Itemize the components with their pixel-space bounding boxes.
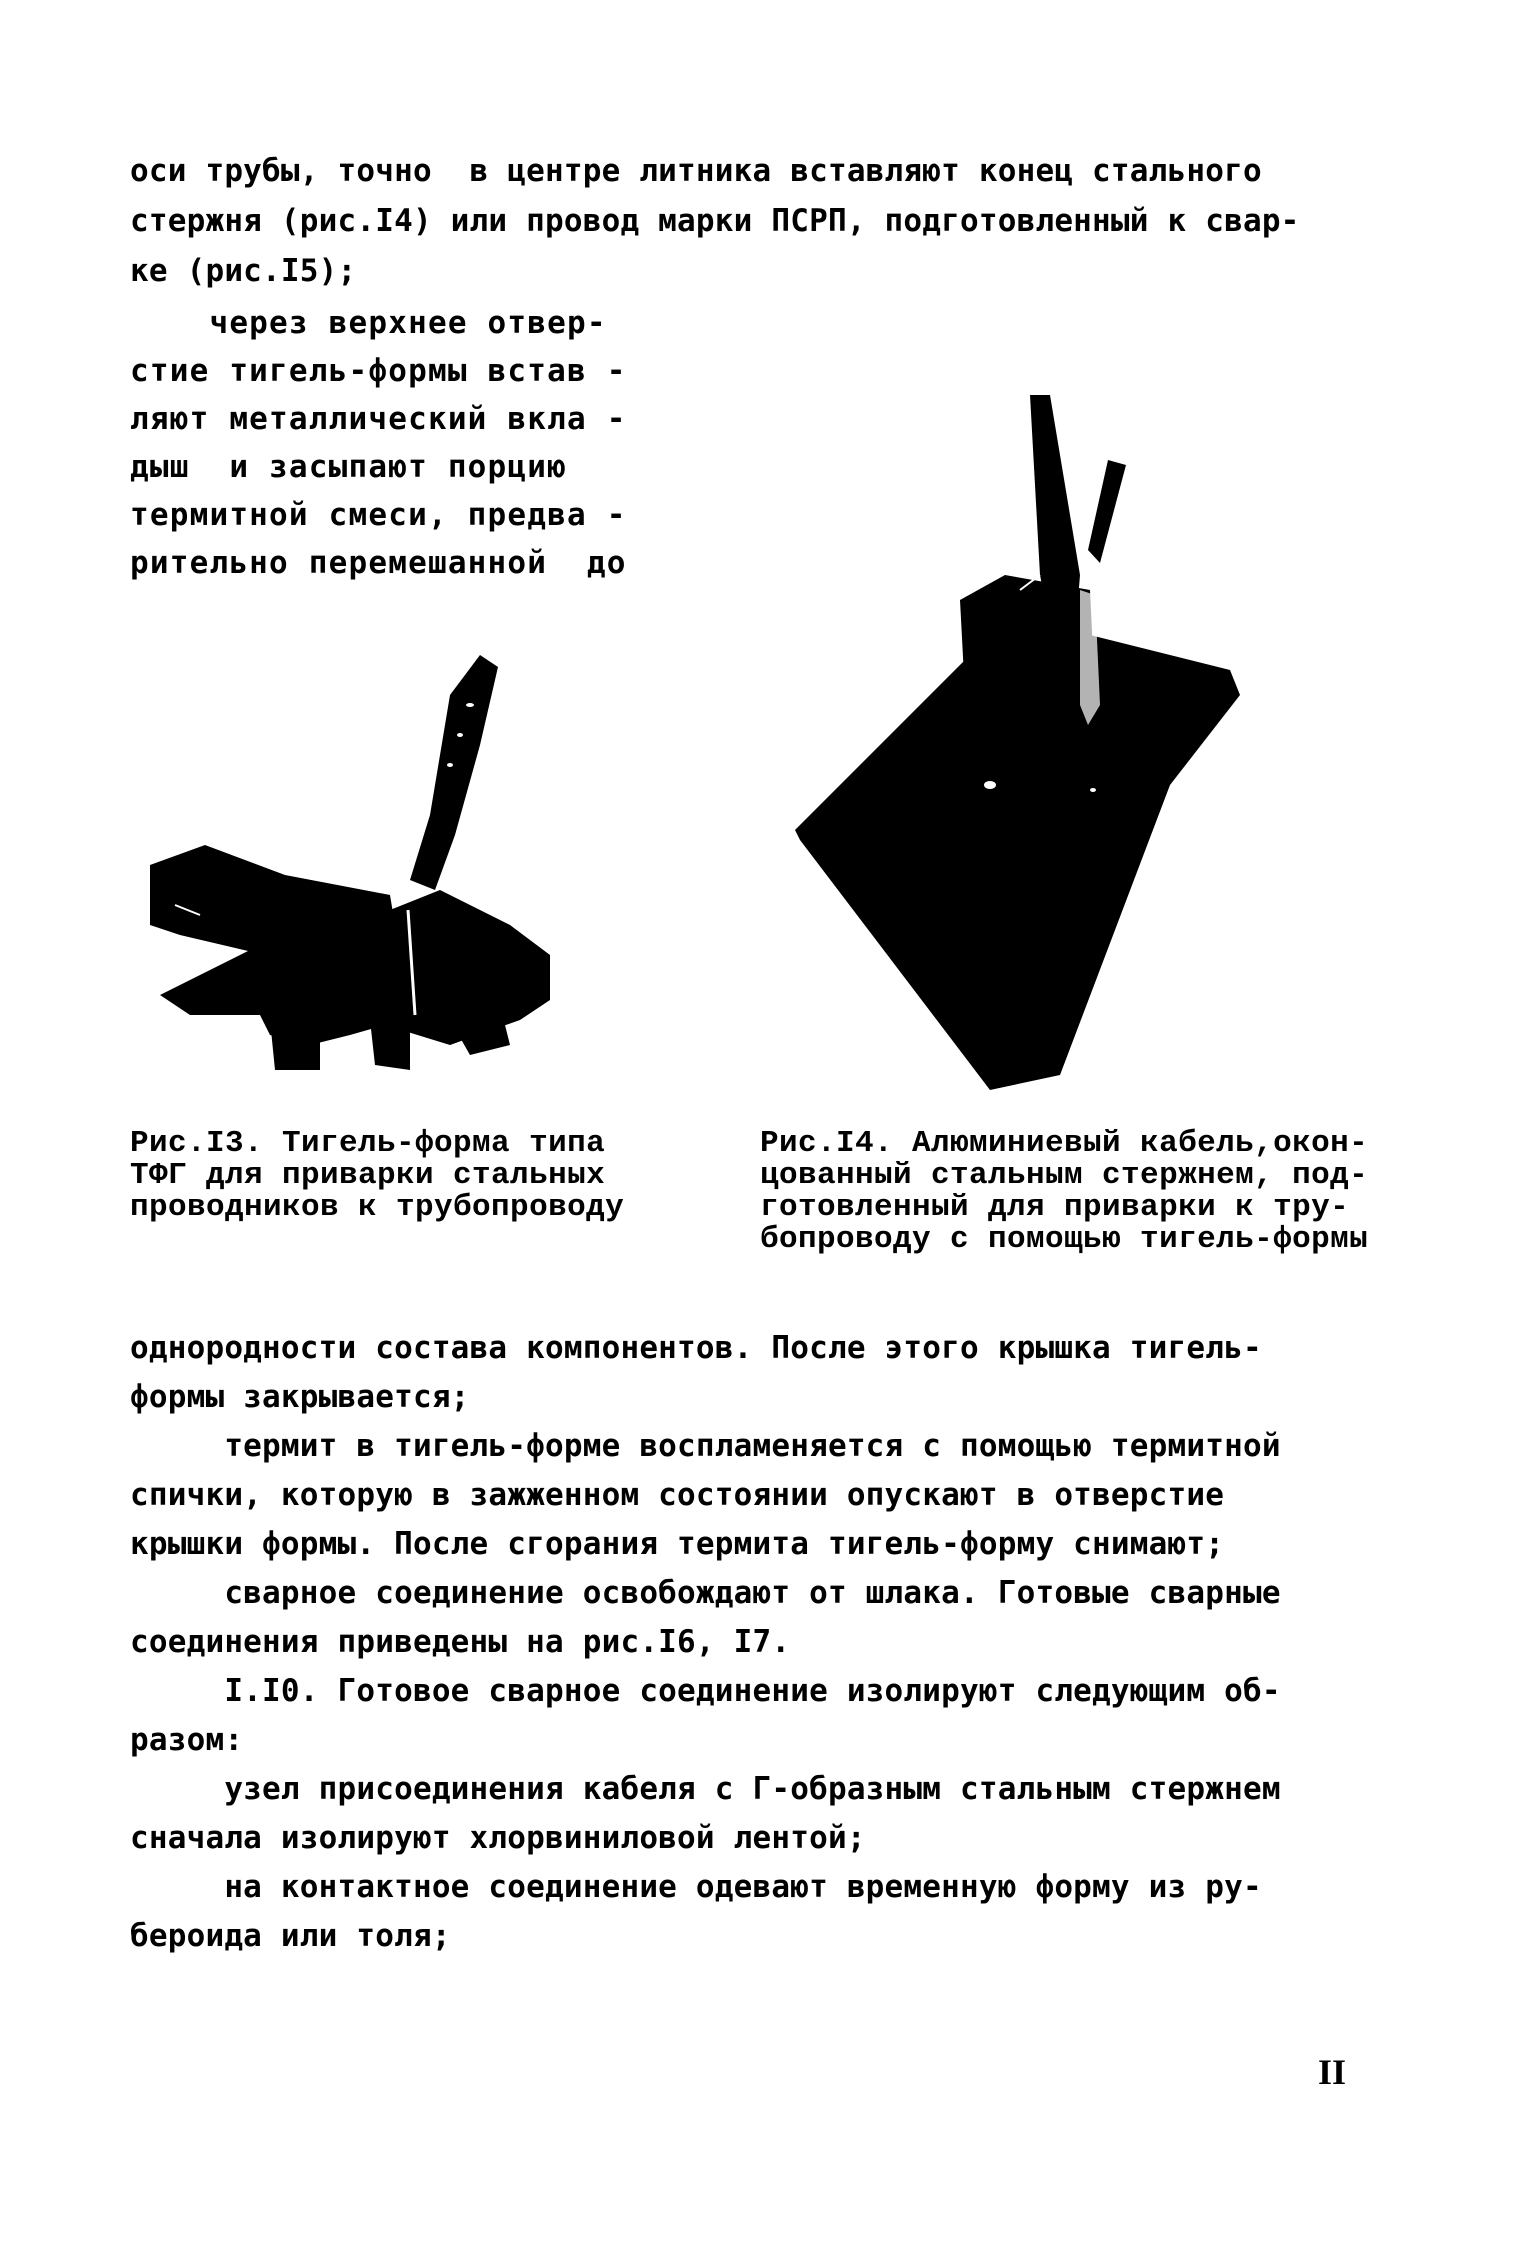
body-text-line: на контактное соединение одевают временную форму из ру- xyxy=(130,1869,1262,1905)
body-text-line: разом: xyxy=(130,1722,244,1758)
body-text-line: I.I0. Готовое сварное соединение изолируют следующим об- xyxy=(130,1673,1281,1709)
body-text-line: сварное соединение освобождают от шлака. Готовые сварные xyxy=(130,1575,1281,1611)
column-text-line: дыш и засыпают порцию xyxy=(130,449,567,485)
body-text-line: соединения приведены на рис.I6, I7. xyxy=(130,1624,791,1660)
body-text-line: стержня (рис.I4) или провод марки ПСРП, подготовленный к свар- xyxy=(130,203,1300,239)
crucible-mold-image xyxy=(150,625,590,1075)
body-text-line: бероида или толя; xyxy=(130,1918,451,1954)
body-text-line: узел присоединения кабеля с Г-образным стальным стержнем xyxy=(130,1771,1281,1807)
body-text-line: формы закрывается; xyxy=(130,1379,470,1415)
column-text-line: ляют металлический вкла - xyxy=(130,401,627,437)
figure-13-photo xyxy=(150,625,590,1075)
figure-13-caption: ТФГ для приварки стальных xyxy=(130,1158,606,1193)
figure-14-caption: готовленный для приварки к тру- xyxy=(760,1190,1350,1225)
body-text-line: спички, которую в зажженном состоянии опускают в отверстие xyxy=(130,1477,1225,1513)
column-text-line: рительно перемешанной до xyxy=(130,545,627,581)
figure-14-photo xyxy=(790,385,1350,1100)
figure-14-caption: Рис.I4. Алюминиевый кабель,окон- xyxy=(760,1126,1369,1161)
page-number: II xyxy=(1318,2052,1347,2092)
body-text-line: ке (рис.I5); xyxy=(130,253,357,289)
body-text-line: однородности состава компонентов. После этого крышка тигель- xyxy=(130,1330,1262,1366)
body-text-line: оси трубы, точно в центре литника вставляют конец стального xyxy=(130,153,1262,189)
column-text-line: стие тигель-формы встав - xyxy=(130,353,627,389)
column-text-line: через верхнее отвер- xyxy=(130,305,607,341)
body-text-line: термит в тигель-форме воспламеняется с помощью термитной xyxy=(130,1428,1281,1464)
body-text-line: сначала изолируют хлорвиниловой лентой; xyxy=(130,1820,866,1856)
body-text-line: крышки формы. После сгорания термита тигель-форму снимают; xyxy=(130,1526,1225,1562)
figure-14-caption: бопроводу с помощью тигель-формы xyxy=(760,1222,1369,1257)
figure-13-caption: Рис.I3. Тигель-форма типа xyxy=(130,1126,606,1161)
column-text-line: термитной смеси, предва - xyxy=(130,497,627,533)
figure-14-caption: цованный стальным стержнем, под- xyxy=(760,1158,1369,1193)
aluminum-cable-image xyxy=(790,385,1350,1100)
figure-13-caption: проводников к трубопроводу xyxy=(130,1190,625,1225)
